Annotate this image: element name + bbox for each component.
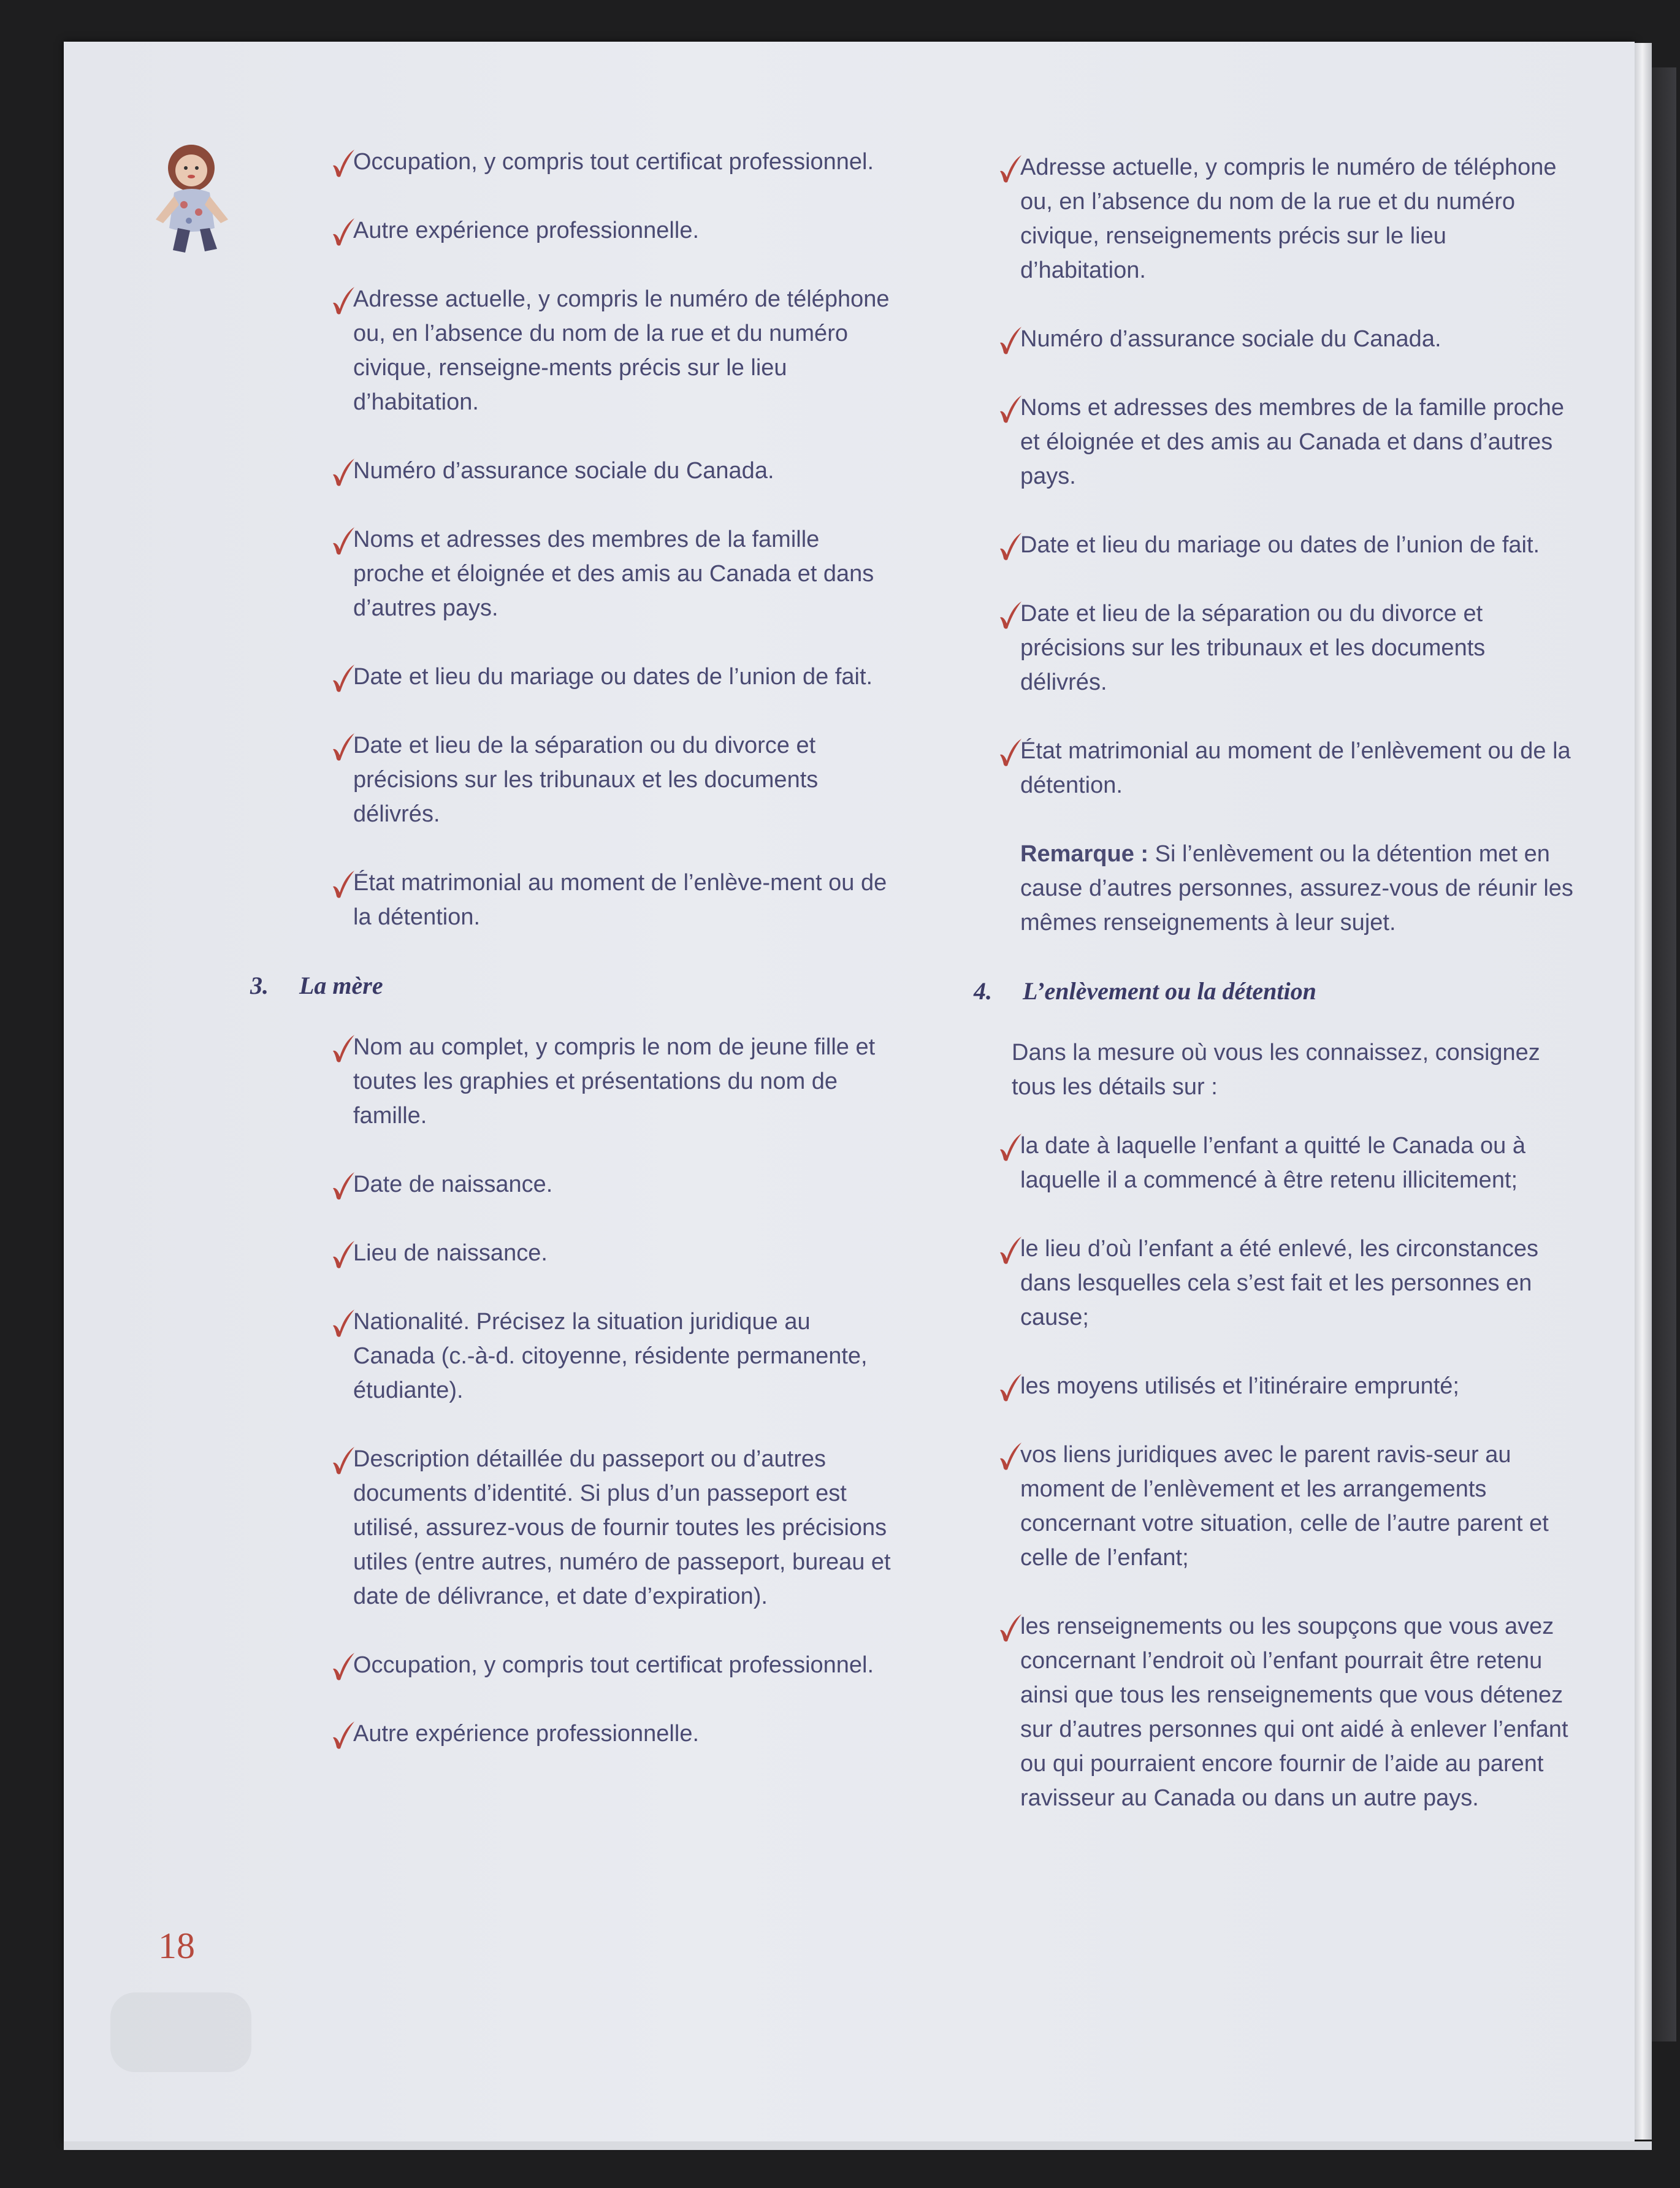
section-heading-mother (250, 969, 895, 1003)
checkmark-icon (998, 599, 1023, 631)
checkmark-icon (331, 1650, 356, 1682)
section-title: L’enlèvement ou la détention (1023, 977, 1316, 1005)
checkmark-icon (331, 1170, 356, 1202)
checklist-item-text: Date et lieu du mariage ou dates de l’union de fait. (1020, 532, 1540, 558)
right-column (961, 150, 1575, 1850)
left-checklist-a (294, 145, 895, 934)
checklist-item (961, 1609, 1575, 1815)
checkmark-icon (331, 731, 356, 763)
checkmark-icon (998, 1371, 1023, 1403)
checklist-item (294, 1648, 895, 1682)
checklist-item-text: État matrimonial au moment de l’enlèvement ou de la détention. (1020, 738, 1571, 798)
checklist-item (961, 734, 1575, 802)
checkmark-icon (331, 1032, 356, 1064)
checklist-item-text: Date et lieu de la séparation ou du divorce et précisions sur les tribunaux et les documents délivrés. (1020, 601, 1486, 695)
binding-spine (1635, 43, 1652, 2140)
checkmark-icon (331, 868, 356, 900)
checklist-item (294, 1305, 895, 1408)
checkmark-icon (331, 284, 356, 316)
checklist-item (961, 1232, 1575, 1335)
checklist-item-text: Description détaillée du passeport ou d’autres documents d’identité. Si plus d’un passeport est utilisé, assurez-vous de fournir toutes les précisions utiles (entre autres, numéro de passeport, bureau et date de délivrance, et date d’expiration). (353, 1446, 891, 1609)
checklist-item-text: le lieu d’où l’enfant a été enlevé, les circonstances dans lesquelles cela s’est fait et les personnes en cause; (1020, 1236, 1538, 1330)
checkmark-icon (998, 153, 1023, 185)
checklist-item (294, 1236, 895, 1270)
checklist-item-text: vos liens juridiques avec le parent ravis-seur au moment de l’enlèvement et les arrangements concernant votre situation, celle de l’autre parent et celle de l’enfant; (1020, 1442, 1549, 1571)
checkmark-icon (998, 393, 1023, 425)
checklist-item (294, 454, 895, 488)
checkmark-icon (331, 216, 356, 248)
checkmark-icon (331, 1238, 356, 1270)
checklist-item (961, 150, 1575, 288)
left-column (250, 145, 895, 1785)
details-intro: Dans la mesure où vous les connaissez, consignez tous les détails sur : (1012, 1040, 1540, 1100)
checklist-item (294, 145, 895, 179)
section-heading-abduction (974, 974, 1575, 1008)
page-number: 18 (158, 1926, 195, 1966)
checkmark-icon (331, 147, 356, 179)
right-checklist-a (961, 150, 1575, 802)
checkmark-icon (331, 456, 356, 488)
rag-doll-illustration (139, 136, 249, 256)
checkmark-icon (998, 1131, 1023, 1163)
checkmark-icon (331, 525, 356, 557)
checklist-item (294, 522, 895, 625)
checklist-item-text: Nationalité. Précisez la situation juridique au Canada (c.-à-d. citoyenne, résidente permanente, étudiante). (353, 1309, 868, 1403)
checklist-item-text: Date et lieu du mariage ou dates de l’union de fait. (353, 664, 873, 690)
checklist-item (961, 597, 1575, 699)
checkmark-icon (998, 1440, 1023, 1472)
checklist-item (961, 1438, 1575, 1575)
checkmark-icon (998, 530, 1023, 562)
checklist-item-text: Autre expérience professionnelle. (353, 1721, 700, 1747)
checklist-item-text: Nom au complet, y compris le nom de jeune fille et toutes les graphies et présentations du nom de famille. (353, 1034, 876, 1129)
right-checklist-b (961, 1129, 1575, 1815)
faint-mark (110, 1992, 251, 2072)
checklist-item-text: Occupation, y compris tout certificat professionnel. (353, 149, 874, 175)
checklist-item (294, 1717, 895, 1751)
checkmark-icon (331, 1307, 356, 1339)
checklist-item (294, 282, 895, 419)
section-number: 3. (250, 972, 269, 999)
remark-text: Si l’enlèvement ou la détention met en cause d’autres personnes, assurez-vous de réunir les mêmes renseignements à leur sujet. (1020, 841, 1573, 936)
checklist-item (294, 1442, 895, 1614)
checklist-item (294, 728, 895, 831)
checklist-item (961, 322, 1575, 356)
checklist-item-text: Adresse actuelle, y compris le numéro de téléphone ou, en l’absence du nom de la rue et du numéro civique, renseigne-ments précis sur le lieu d’habitation. (353, 286, 890, 415)
checklist-item (294, 1167, 895, 1202)
checklist-item-text: la date à laquelle l’enfant a quitté le Canada ou à laquelle il a commencé à être retenu illicitement; (1020, 1133, 1525, 1193)
checkmark-icon (998, 1612, 1023, 1644)
checkmark-icon (998, 324, 1023, 356)
checklist-item (961, 1369, 1575, 1403)
remark-note (1020, 837, 1575, 940)
checkmark-icon (998, 1234, 1023, 1266)
checklist-item (294, 866, 895, 934)
checklist-item-text: les renseignements ou les soupçons que vous avez concernant l’endroit où l’enfant pourrait être retenu ainsi que tous les renseignements que vous détenez sur d’autres personnes qui ont aidé à enlever l’enfant ou qui pourraient encore fournir de l’aide au parent ravisseur au Canada ou dans un autre pays. (1020, 1614, 1568, 1811)
page-bottom-edge (64, 2141, 1652, 2150)
checklist-item-text: Occupation, y compris tout certificat professionnel. (353, 1652, 874, 1678)
checklist-item (961, 528, 1575, 562)
section-number: 4. (974, 977, 992, 1005)
left-checklist-b (294, 1030, 895, 1751)
checklist-item (961, 1129, 1575, 1197)
checklist-item-text: Noms et adresses des membres de la famille proche et éloignée et des amis au Canada et dans d’autres pays. (353, 527, 874, 621)
checklist-item (961, 391, 1575, 494)
checklist-item-text: Date et lieu de la séparation ou du divorce et précisions sur les tribunaux et les documents délivrés. (353, 733, 819, 827)
checklist-item-text: Date de naissance. (353, 1172, 553, 1197)
checkmark-icon (331, 662, 356, 694)
remark-label: Remarque : (1020, 841, 1149, 867)
checkmark-icon (998, 736, 1023, 768)
checklist-item-text: Autre expérience professionnelle. (353, 218, 700, 243)
checklist-item (294, 1030, 895, 1133)
section-title: La mère (299, 972, 383, 999)
checklist-item-text: Noms et adresses des membres de la famille proche et éloignée et des amis au Canada et dans d’autres pays. (1020, 395, 1565, 489)
checklist-item-text: Numéro d’assurance sociale du Canada. (1020, 326, 1441, 352)
checklist-item-text: Numéro d’assurance sociale du Canada. (353, 458, 774, 484)
checklist-item-text: État matrimonial au moment de l’enlève-ment ou de la détention. (353, 870, 887, 930)
checklist-item-text: Adresse actuelle, y compris le numéro de téléphone ou, en l’absence du nom de la rue et du numéro civique, renseignements précis sur le lieu d’habitation. (1020, 154, 1557, 283)
checklist-item (294, 660, 895, 694)
binding-edge (1652, 67, 1676, 2041)
checkmark-icon (331, 1719, 356, 1751)
checkmark-icon (331, 1444, 356, 1476)
checklist-item (294, 213, 895, 248)
checklist-item-text: Lieu de naissance. (353, 1240, 548, 1266)
checklist-item-text: les moyens utilisés et l’itinéraire emprunté; (1020, 1373, 1459, 1399)
